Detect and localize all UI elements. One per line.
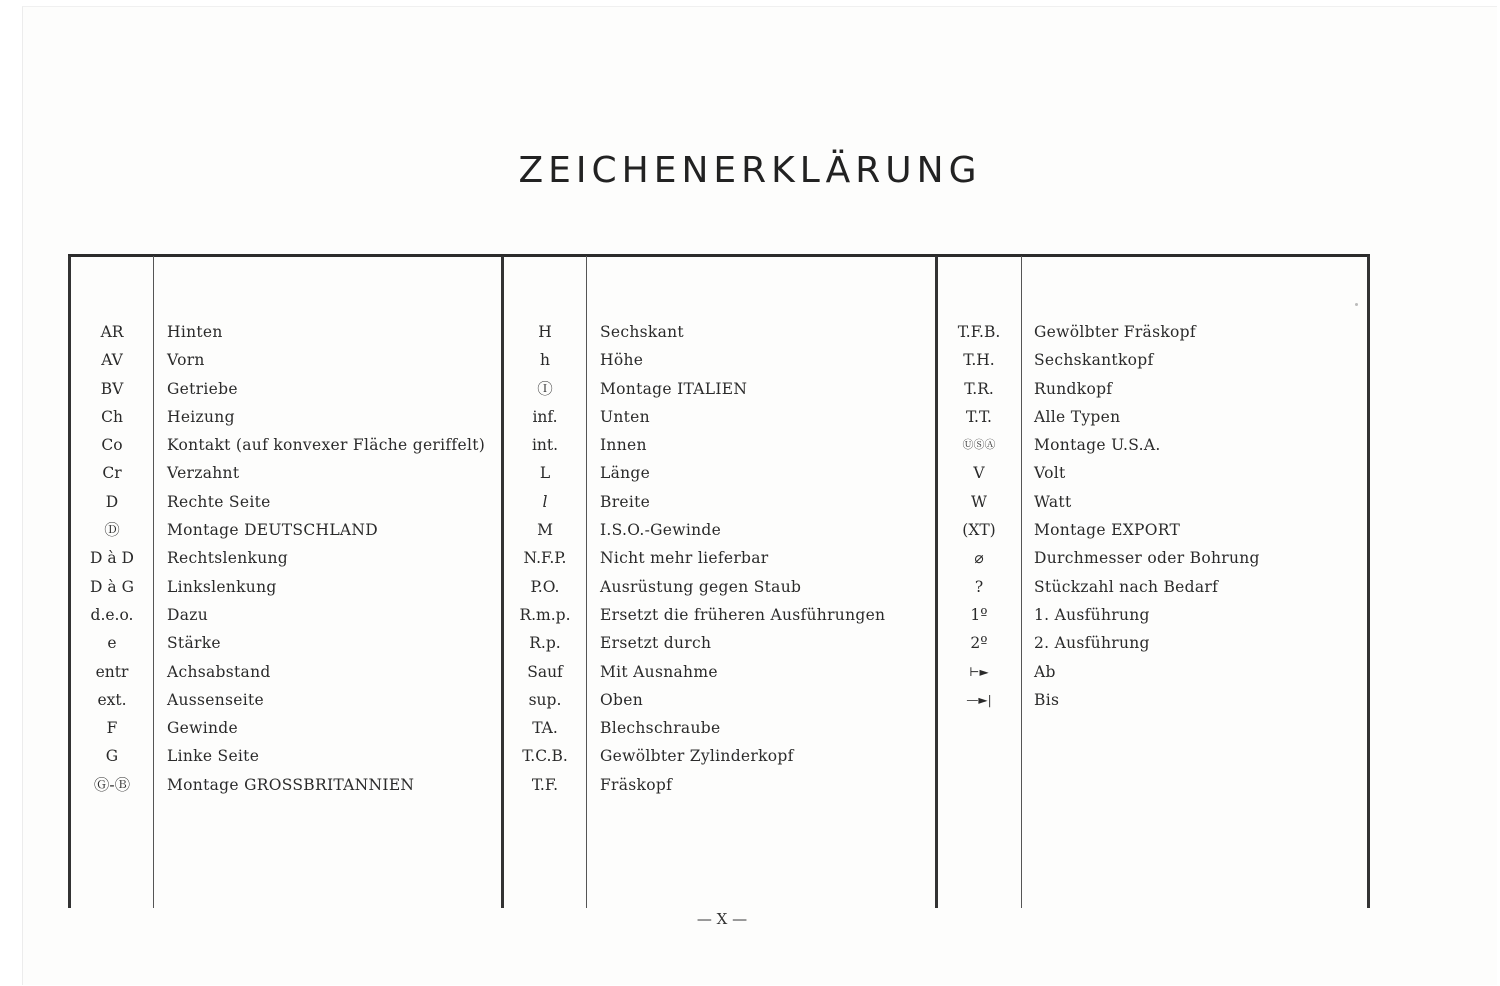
abbreviation: Cr [102, 464, 122, 483]
description: Kontakt (auf konvexer Fläche geriffelt) [167, 436, 486, 455]
abbreviation: D à D [90, 549, 134, 568]
abbreviation: F [106, 719, 118, 738]
description-column-3 [1034, 318, 1364, 714]
description: Nicht mehr lieferbar [600, 549, 769, 568]
description: 2. Ausführung [1034, 634, 1150, 653]
column-divider [153, 256, 154, 908]
abbreviation: int. [531, 436, 559, 455]
description: Montage DEUTSCHLAND [167, 521, 378, 540]
table-left-rule [68, 256, 71, 908]
abbreviation: T.T. [966, 407, 992, 426]
description: Vorn [167, 351, 205, 370]
abbreviation-column-1 [72, 318, 152, 799]
description-column-2 [600, 318, 930, 799]
description: Linke Seite [167, 747, 260, 766]
abbreviation: Ⓖ-Ⓑ [93, 775, 131, 794]
abbreviation: D à G [90, 577, 134, 596]
description: Höhe [600, 351, 644, 370]
description: Ab [1034, 662, 1056, 681]
abbreviation-column-2 [505, 318, 585, 799]
description: Montage EXPORT [1034, 521, 1181, 540]
abbreviation: BV [100, 379, 124, 398]
description: Dazu [167, 605, 209, 624]
abbreviation: N.F.P. [523, 549, 567, 568]
abbreviation: h [540, 351, 550, 370]
abbreviation: TA. [532, 719, 558, 738]
abbreviation: W [971, 492, 987, 511]
description: Getriebe [167, 379, 238, 398]
description: Aussenseite [167, 690, 265, 709]
description: Ausrüstung gegen Staub [600, 577, 802, 596]
description: Gewölbter Fräskopf [1034, 323, 1196, 341]
description: Fräskopf [600, 775, 673, 794]
description: Montage ITALIEN [600, 379, 748, 398]
section-divider [935, 256, 938, 908]
description: Sechskantkopf [1034, 351, 1154, 370]
end-arrow-icon: —►| [966, 692, 992, 707]
abbreviation: Sauf [527, 662, 563, 681]
table-top-rule [68, 254, 1370, 257]
description: Blechschraube [600, 719, 721, 738]
description: Rechtslenkung [167, 549, 288, 568]
abbreviation: M [537, 521, 553, 540]
description-column-1 [167, 318, 497, 799]
abbreviation: AV [101, 351, 123, 370]
description: Achsabstand [167, 662, 271, 681]
description: Unten [600, 407, 650, 426]
description: Verzahnt [167, 464, 240, 483]
abbreviation: T.H. [963, 351, 995, 370]
section-divider [501, 256, 504, 908]
description: Rundkopf [1034, 379, 1113, 398]
abbreviation: l [542, 492, 548, 511]
description: Alle Typen [1034, 407, 1121, 426]
abbreviation: L [539, 464, 551, 483]
description: Gewinde [167, 719, 238, 738]
abbreviation: R.m.p. [519, 605, 571, 624]
description: Innen [600, 436, 647, 455]
abbreviation: ext. [97, 690, 127, 709]
abbreviation: T.R. [964, 379, 994, 398]
abbreviation: Co [101, 436, 123, 455]
description: Linkslenkung [167, 577, 277, 596]
abbreviation: R.p. [529, 634, 561, 653]
abbreviation: ⓊⓈⒶ [962, 438, 996, 452]
column-divider [586, 256, 587, 908]
description: Oben [600, 690, 643, 709]
description: Montage GROSSBRITANNIEN [167, 775, 415, 794]
description: Heizung [167, 407, 235, 426]
abbreviation: T.F.B. [957, 323, 1001, 341]
abbreviation: P.O. [530, 577, 560, 596]
description: Stärke [167, 634, 221, 653]
abbreviation-column-3 [939, 318, 1019, 714]
abbreviation: entr [95, 662, 129, 681]
description: Länge [600, 464, 651, 483]
abbreviation: d.e.o. [90, 605, 134, 624]
description: Volt [1034, 464, 1066, 483]
description: Breite [600, 492, 651, 511]
description: Sechskant [600, 323, 684, 341]
start-arrow-icon: ⊢► [969, 664, 989, 679]
abbreviation: (XT) [962, 521, 996, 540]
description: Bis [1034, 690, 1060, 709]
description: 1. Ausführung [1034, 605, 1150, 624]
description: Rechte Seite [167, 492, 271, 511]
abbreviation: D [105, 492, 119, 511]
abbreviation: G [105, 747, 119, 766]
description: Hinten [167, 323, 223, 341]
description: Gewölbter Zylinderkopf [600, 747, 794, 766]
description: Ersetzt durch [600, 634, 712, 653]
description: Durchmesser oder Bohrung [1034, 549, 1260, 568]
abbreviation: Ch [101, 407, 123, 426]
page-title: ZEICHENERKLÄRUNG [518, 150, 982, 191]
abbreviation: e [107, 634, 117, 653]
table-right-rule [1367, 256, 1370, 908]
description: Mit Ausnahme [600, 662, 718, 681]
abbreviation: T.F. [531, 775, 559, 794]
description: Watt [1034, 492, 1072, 511]
abbreviation: ? [974, 577, 984, 596]
page-number: — X — [696, 910, 748, 928]
description: I.S.O.-Gewinde [600, 521, 722, 540]
abbreviation: 2º [970, 634, 988, 653]
paper-speck [1355, 303, 1358, 306]
abbreviation: 1º [970, 605, 988, 624]
abbreviation: inf. [532, 407, 558, 426]
description: Stückzahl nach Bedarf [1034, 577, 1219, 596]
column-divider [1021, 256, 1022, 908]
abbreviation: H [538, 323, 552, 341]
description: Ersetzt die früheren Ausführungen [600, 605, 886, 624]
abbreviation: ⌀ [974, 549, 984, 568]
abbreviation: Ⓓ [104, 521, 120, 540]
description: Montage U.S.A. [1034, 436, 1161, 455]
abbreviation: sup. [528, 690, 562, 709]
abbreviation: T.C.B. [522, 747, 568, 766]
abbreviation: AR [100, 323, 124, 341]
abbreviation: V [973, 464, 985, 483]
abbreviation: Ⓘ [537, 379, 553, 398]
